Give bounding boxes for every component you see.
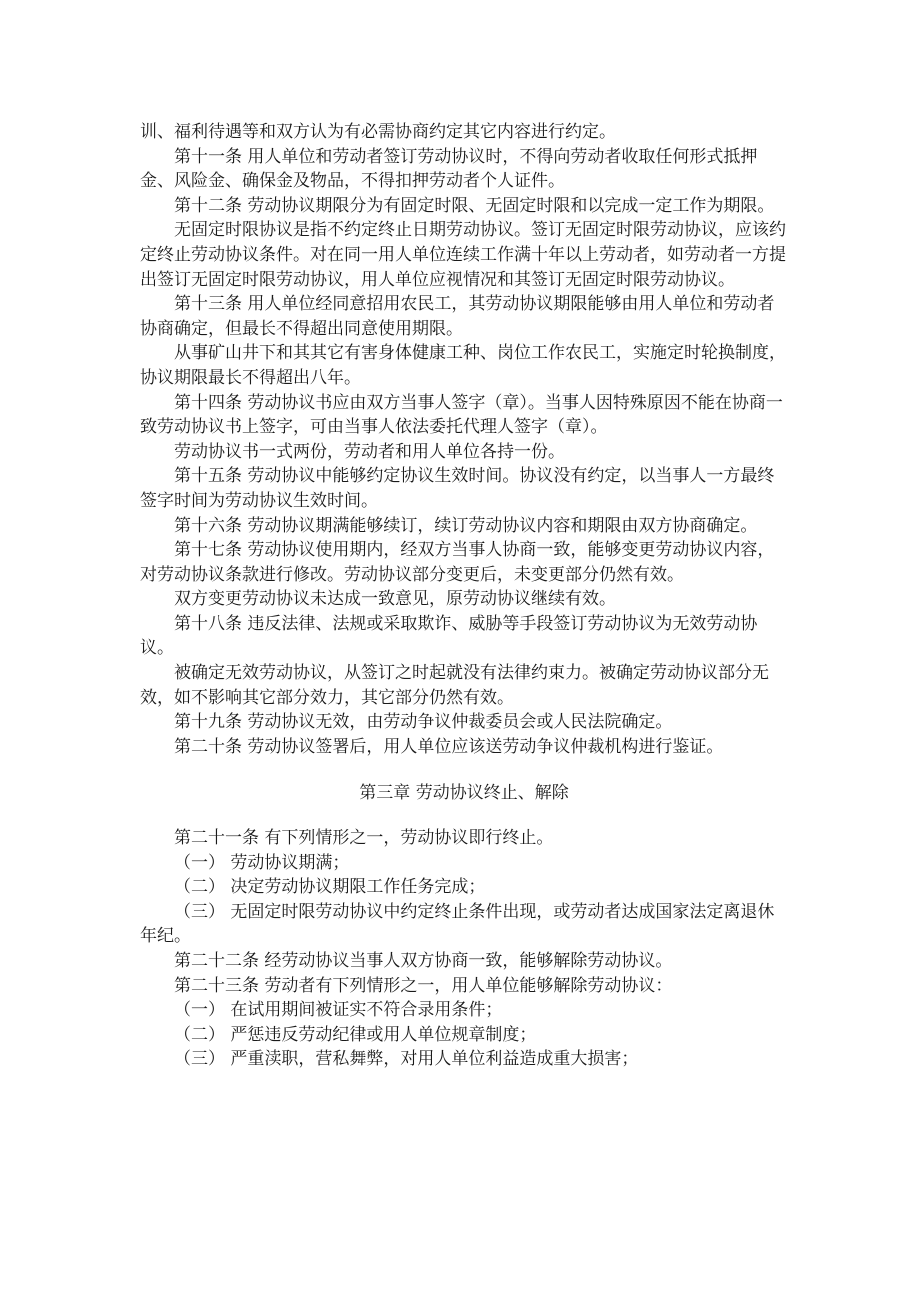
article-15: 第十五条 劳动协议中能够约定协议生效时间。协议没有约定，以当事人一方最终签字时间为劳动协议生效时间。 <box>140 466 775 511</box>
list-item: （二） 决定劳动协议期限工作任务完成； <box>174 877 486 898</box>
article-14: 第十四条 劳动协议书应由双方当事人签字（章）。当事人因特殊原因不能在协商一致劳动协议书上签字，可由当事人依法委托代理人签字（章）。 <box>140 392 783 438</box>
article-20: 第二十条 劳动协议签署后，用人单位应该送劳动争议仲裁机构进行鉴证。 <box>174 736 724 757</box>
paragraph: 被确定无效劳动协议，从签订之时起就没有法律约束力。被确定劳动协议部分无效，如不影响其它部分效力，其它部分仍然有效。 <box>140 663 769 708</box>
article-22: 第二十二条 经劳动协议当事人双方协商一致，能够解除劳动协议。 <box>174 951 673 971</box>
article-18: 第十八条 违反法律、法规或采取欺诈、威胁等手段签订劳动协议为无效劳动协议。 <box>140 613 758 659</box>
article-19: 第十九条 劳动协议无效，由劳动争议仲裁委员会或人民法院确定。 <box>174 712 673 733</box>
paragraph: 从事矿山井下和其其它有害身体健康工种、岗位工作农民工，实施定时轮换制度，协议期限最长不得超出八年。 <box>140 343 786 388</box>
list-item: （二） 严惩违反劳动纪律或用人单位规章制度； <box>174 1024 537 1045</box>
paragraph: 训、福利待遇等和双方认为有必需协商约定其它内容进行约定。 <box>140 122 616 142</box>
list-item: （一） 在试用期间被证实不符合录用条件； <box>174 1000 503 1021</box>
article-21: 第二十一条 有下列情形之一，劳动协议即行终止。 <box>174 828 554 849</box>
article-13: 第十三条 用人单位经同意招用农民工，其劳动协议期限能够由用人单位和劳动者协商确定，但最长不得超出同意使用期限。 <box>140 294 775 339</box>
chapter-heading: 第三章 劳动协议终止、解除 <box>359 783 569 804</box>
article-17: 第十七条 劳动协议使用期内，经双方当事人协商一致，能够变更劳动协议内容，对劳动协议条款进行修改。劳动协议部分变更后，未变更部分仍然有效。 <box>140 540 775 585</box>
paragraph: 无固定时限协议是指不约定终止日期劳动协议。签订无固定时限劳动协议，应该约定终止劳动协议条件。对在同一用人单位连续工作满十年以上劳动者，如劳动者一方提出签订无固定时限劳动协议，用人单位应视情况和其签订无固定时限劳动协议。 <box>140 220 786 290</box>
paragraph: 劳动协议书一式两份，劳动者和用人单位各持一份。 <box>174 441 565 462</box>
paragraph: 双方变更劳动协议未达成一致意见，原劳动协议继续有效。 <box>174 589 616 610</box>
paragraphs-before <box>140 120 788 759</box>
article-16: 第十六条 劳动协议期满能够续订，续订劳动协议内容和期限由双方协商确定。 <box>174 515 758 536</box>
list-item: （一） 劳动协议期满； <box>174 852 350 873</box>
document-page <box>140 120 788 1072</box>
article-11: 第十一条 用人单位和劳动者签订劳动协议时，不得向劳动者收取任何形式抵押金、风险金、确保金及物品，不得扣押劳动者个人证件。 <box>140 146 758 192</box>
list-item: （三） 无固定时限劳动协议中约定终止条件出现，或劳动者达成国家法定离退休年纪。 <box>140 901 775 947</box>
article-23: 第二十三条 劳动者有下列情形之一，用人单位能够解除劳动协议： <box>174 975 673 996</box>
paragraphs-after <box>140 826 788 1072</box>
article-12: 第十二条 劳动协议期限分为有固定时限、无固定时限和以完成一定工作为期限。 <box>174 195 775 216</box>
list-item: （三） 严重渎职，营私舞弊，对用人单位利益造成重大损害； <box>174 1049 639 1070</box>
